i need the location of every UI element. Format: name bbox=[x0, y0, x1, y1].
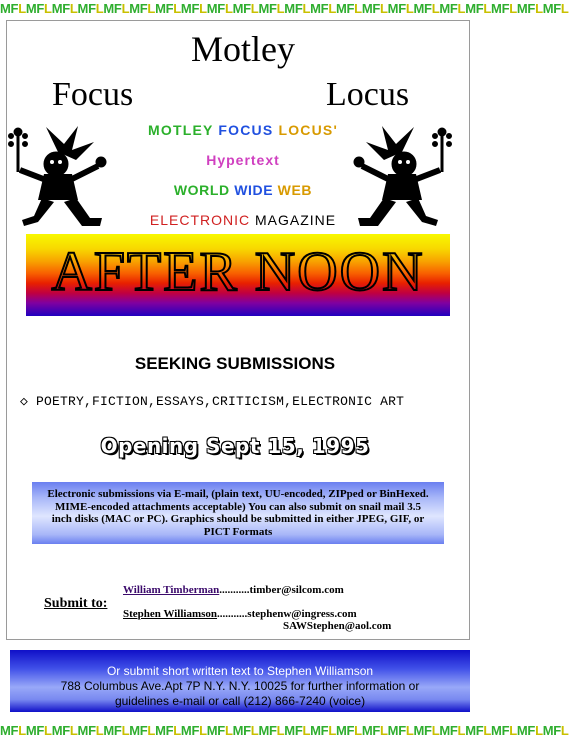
genres-list: ◇ POETRY,FICTION,ESSAYS,CRITICISM,ELECTRONIC ART bbox=[20, 394, 405, 409]
seeking-submissions-heading: SEEKING SUBMISSIONS bbox=[134, 354, 336, 373]
contact-email: stephenw@ingress.com bbox=[247, 608, 357, 620]
subtitle-word: WIDE bbox=[234, 182, 278, 198]
after-noon-banner bbox=[26, 234, 450, 316]
subtitle-motley-focus-locus bbox=[100, 122, 386, 138]
contact-email: timber@silcom.com bbox=[249, 584, 344, 596]
title-motley: Motley bbox=[191, 29, 295, 69]
subtitle-word: MOTLEY bbox=[148, 122, 219, 138]
contact-dots: ........... bbox=[219, 584, 250, 596]
title-locus: Locus bbox=[326, 76, 410, 113]
subtitle-world-wide-web bbox=[100, 182, 386, 198]
subtitle-word: LOCUS' bbox=[278, 122, 338, 138]
subtitle-word: MAGAZINE bbox=[255, 212, 337, 228]
contact-name-link[interactable]: William Timberman bbox=[123, 584, 220, 596]
footer-mail-info bbox=[10, 650, 470, 712]
subtitle-hypertext bbox=[100, 152, 386, 168]
contact-william-timberman bbox=[123, 584, 344, 596]
subtitle-word: FOCUS bbox=[218, 122, 279, 138]
contact-dots: ........... bbox=[217, 608, 248, 620]
footer-line-3: guidelines e-mail or call (212) 866-7240 (voice) bbox=[114, 694, 366, 708]
bottom-pattern-border: MFLMFLMFLMFLMFLMFLMFLMFLMFLMFLMFLMFLMFLMFLMFLMFLMFLMFLMFLMFLMFLMFL bbox=[0, 723, 569, 738]
banner-title: AFTER NOON bbox=[51, 241, 425, 303]
footer-line-2: 788 Columbus Ave.Apt 7P N.Y. N.Y. 10025 for further information or bbox=[60, 679, 420, 693]
subtitle-word: Hypertext bbox=[206, 152, 280, 168]
submit-to-label: Submit to: bbox=[44, 596, 108, 611]
contact-stephen-williamson bbox=[123, 608, 357, 620]
subtitle-electronic-magazine bbox=[100, 212, 386, 228]
subtitle-word: WORLD bbox=[173, 182, 235, 198]
top-pattern-border: MFLMFLMFLMFLMFLMFLMFLMFLMFLMFLMFLMFLMFLMFLMFLMFLMFLMFLMFLMFLMFLMFL bbox=[0, 1, 569, 16]
subtitle-word: WEB bbox=[277, 182, 313, 198]
contact-extra-email: SAWStephen@aol.com bbox=[283, 620, 392, 632]
opening-date: Opening Sept 15, 1995 bbox=[100, 434, 370, 458]
contact-name-link[interactable]: Stephen Williamson bbox=[123, 608, 218, 620]
subtitle-word: ELECTRONIC bbox=[149, 212, 255, 228]
submission-info-box: Electronic submissions via E-mail, (plain text, UU-encoded, ZIPped or BinHexed. MIME-encoded attachments acceptable) You can also submit on snail mail 3.5 inch disks (MAC or PC). Graphics should be submitted in either JPEG, GIF, or PICT Formats bbox=[32, 482, 444, 544]
title-focus: Focus bbox=[52, 76, 134, 113]
footer-line-1: Or submit short written text to Stephen Williamson bbox=[106, 664, 374, 678]
jester-left-icon bbox=[8, 122, 108, 232]
